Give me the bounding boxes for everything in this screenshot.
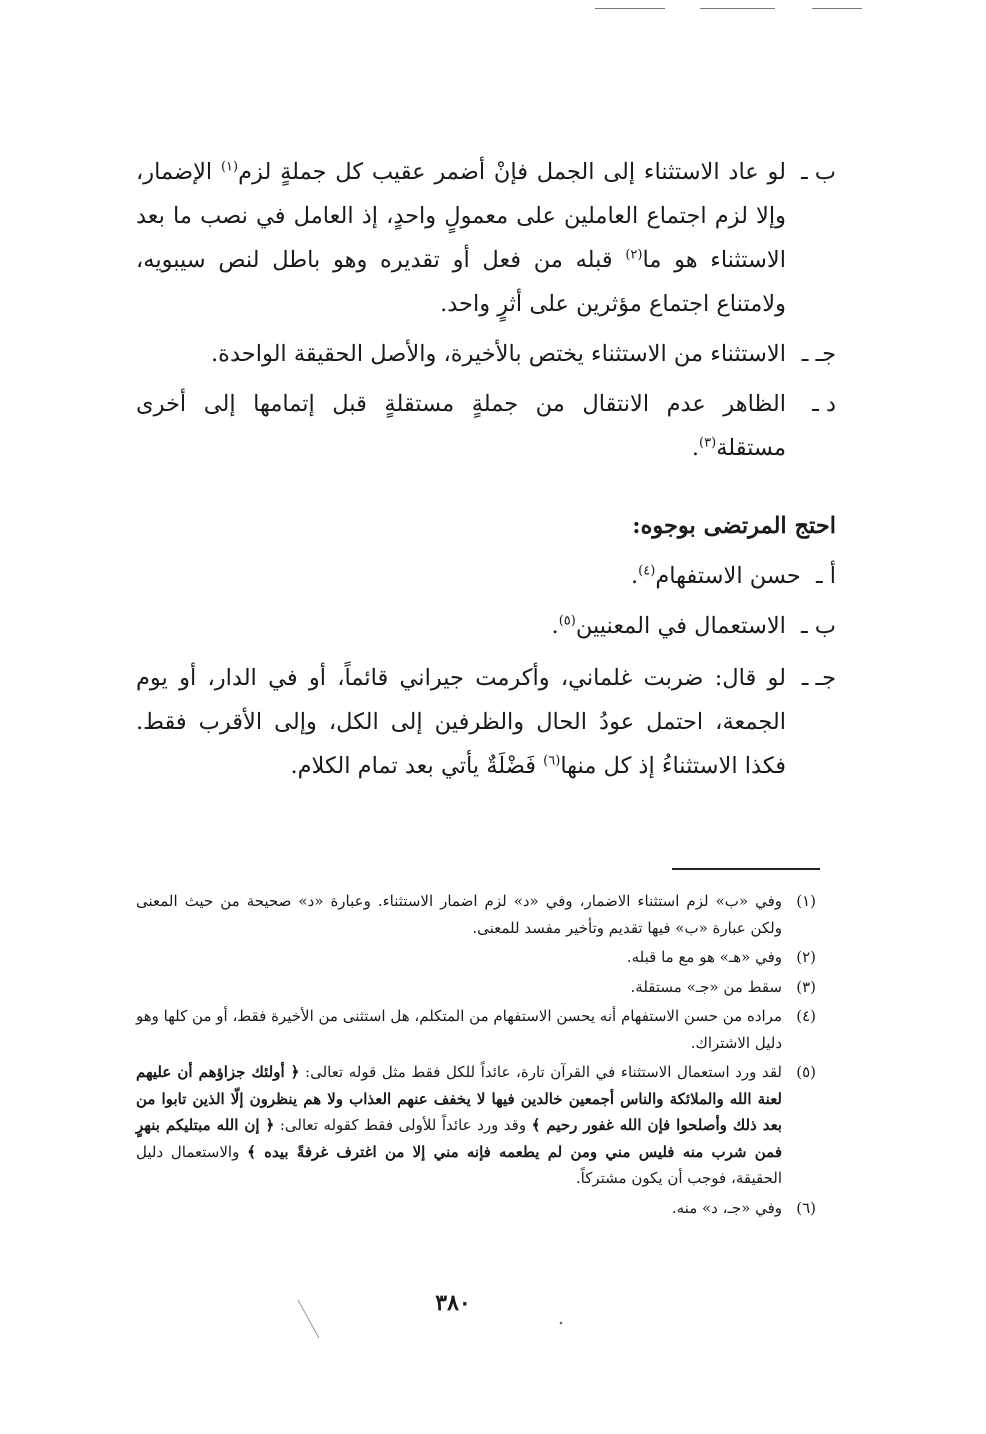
footnote <box>136 974 816 1001</box>
footnote <box>136 1195 816 1222</box>
footnotes <box>136 888 816 1224</box>
item-marker: أ ـ <box>816 563 836 589</box>
main-text <box>136 150 836 788</box>
footnote-ref: (٦) <box>543 753 561 769</box>
footnote-text: وفي «هـ» هو مع ما قبله. <box>626 948 782 966</box>
quran-quote: ﴿ إن الله مبتليكم بنهرٍ فمن شرب منه فليس مني ومن لم يطعمه فإنه مني إلا من اغترف غرفةً بيده ﴾ <box>136 1116 782 1161</box>
footnote-text: وفي «جـ، د» منه. <box>671 1198 782 1217</box>
item-marker: جـ ـ <box>801 341 836 367</box>
item-text: الظاهر عدم الانتقال من جملةٍ مستقلةٍ قبل إتمامها إلى أخرى مستقلة <box>136 391 786 461</box>
quran-quote: ﴿ أولئك جزاؤهم أن عليهم لعنة الله والملائكة والناس أجمعين خالدين فيها لا يخفف عنهم العذاب ولا هم ينظرون إلّا الذين تابوا من بعد ذلك وأصلحوا فإن الله غفور رحيم ﴾ <box>136 1063 782 1134</box>
item-text: حسن الاستفهام <box>655 563 801 589</box>
item-text: الاستثناء من الاستثناء يختص بالأخيرة، والأصل الحقيقة الواحدة. <box>211 341 786 367</box>
item-tail: . <box>551 613 559 639</box>
item-tail: . <box>631 563 639 589</box>
footnote-text: والاستعمال دليل الحقيقة، فوجب أن يكون مشتركاً. <box>136 1142 782 1187</box>
item-text: لو عاد الاستثناء إلى الجمل فإنْ أضمر عقيب كل جملةٍ لزم <box>238 159 786 185</box>
footnote-ref: (٢) <box>625 247 643 263</box>
item-text: الاستعمال في المعنيين <box>575 613 786 639</box>
footnote-ref: (٣) <box>699 435 717 451</box>
argument-item-j2 <box>136 656 836 788</box>
section-heading: احتج المرتضى بوجوه: <box>632 513 836 539</box>
footnote-text: وفي «ب» لزم استثناء الاضمار، وفي «د» لزم اضمار الاستثناء. وعبارة «د» صحيحة من حيث المعنى ولكن عبارة «ب» فيها تقديم وتأخير مفسد للمعنى. <box>136 892 782 937</box>
footnote-ref: (٤) <box>638 563 656 579</box>
footnote-separator <box>672 868 820 870</box>
footnote-number: (٢) <box>796 948 816 966</box>
footnote-text: مراده من حسن الاستفهام أنه يحسن الاستفهام من المتكلم، هل استثنى من الأخيرة فقط، أو من كلها وهو دليل الاشتراك. <box>136 1007 782 1052</box>
argument-item-b <box>136 150 836 326</box>
footnote-ref: (٥) <box>558 613 576 629</box>
item-marker: د ـ <box>812 391 836 417</box>
footnote-number: (٣) <box>796 977 816 996</box>
argument-item-a <box>136 554 836 598</box>
argument-item-d <box>136 382 836 470</box>
item-tail: . <box>691 435 700 461</box>
item-text: قبله من فعل أو تقديره وهو باطل لنص سيبويه، ولامتناع اجتماع مؤثرين على أثرٍ واحد. <box>136 247 786 317</box>
footnote-text: سقط من «جـ» مستقلة. <box>630 977 782 996</box>
footnote-ref: (١) <box>220 159 239 175</box>
footnote-number: (٦) <box>796 1198 816 1217</box>
scan-dot <box>558 1320 564 1326</box>
item-marker: ب ـ <box>801 613 836 639</box>
footnote <box>136 888 816 941</box>
argument-item-j <box>136 332 836 376</box>
footnote-number: (٤) <box>796 1007 816 1025</box>
footnote <box>136 1003 816 1056</box>
page-number: ٣٨٠ <box>435 1290 471 1316</box>
top-edge-rule <box>595 8 665 9</box>
item-text: لو قال: ضربت غلماني، وأكرمت جيراني قائماً، أو في الدار، أو يوم الجمعة، احتمل عودُ الحال والظرفين إلى الكل، وإلى الأقرب فقط. فكذا الاستثناءُ إذ كل منها <box>136 665 786 779</box>
footnote <box>136 1059 816 1192</box>
footnote-text: وقد ورد عائداً للأولى فقط كقوله تعالى: <box>274 1116 532 1134</box>
top-edge-rule <box>812 8 862 9</box>
item-text: الإضمار، وإلا لزم اجتماع العاملين على معمولٍ واحدٍ، إذ العامل في نصب ما بعد الاستثناء هو ما <box>136 159 786 273</box>
argument-item-b2 <box>136 604 836 648</box>
footnote-text: لقد ورد استعمال الاستثناء في القرآن تارة، عائداً للكل فقط مثل قوله تعالى: <box>299 1063 783 1081</box>
footnote <box>136 944 816 971</box>
top-edge-rule <box>700 8 775 9</box>
item-text: فَضْلَةٌ يأتي بعد تمام الكلام. <box>290 753 544 779</box>
item-marker: جـ ـ <box>801 665 836 691</box>
footnote-number: (٥) <box>796 1063 816 1081</box>
footnote-number: (١) <box>796 892 816 910</box>
item-marker: ب ـ <box>801 159 836 185</box>
scan-mark <box>295 1298 325 1342</box>
